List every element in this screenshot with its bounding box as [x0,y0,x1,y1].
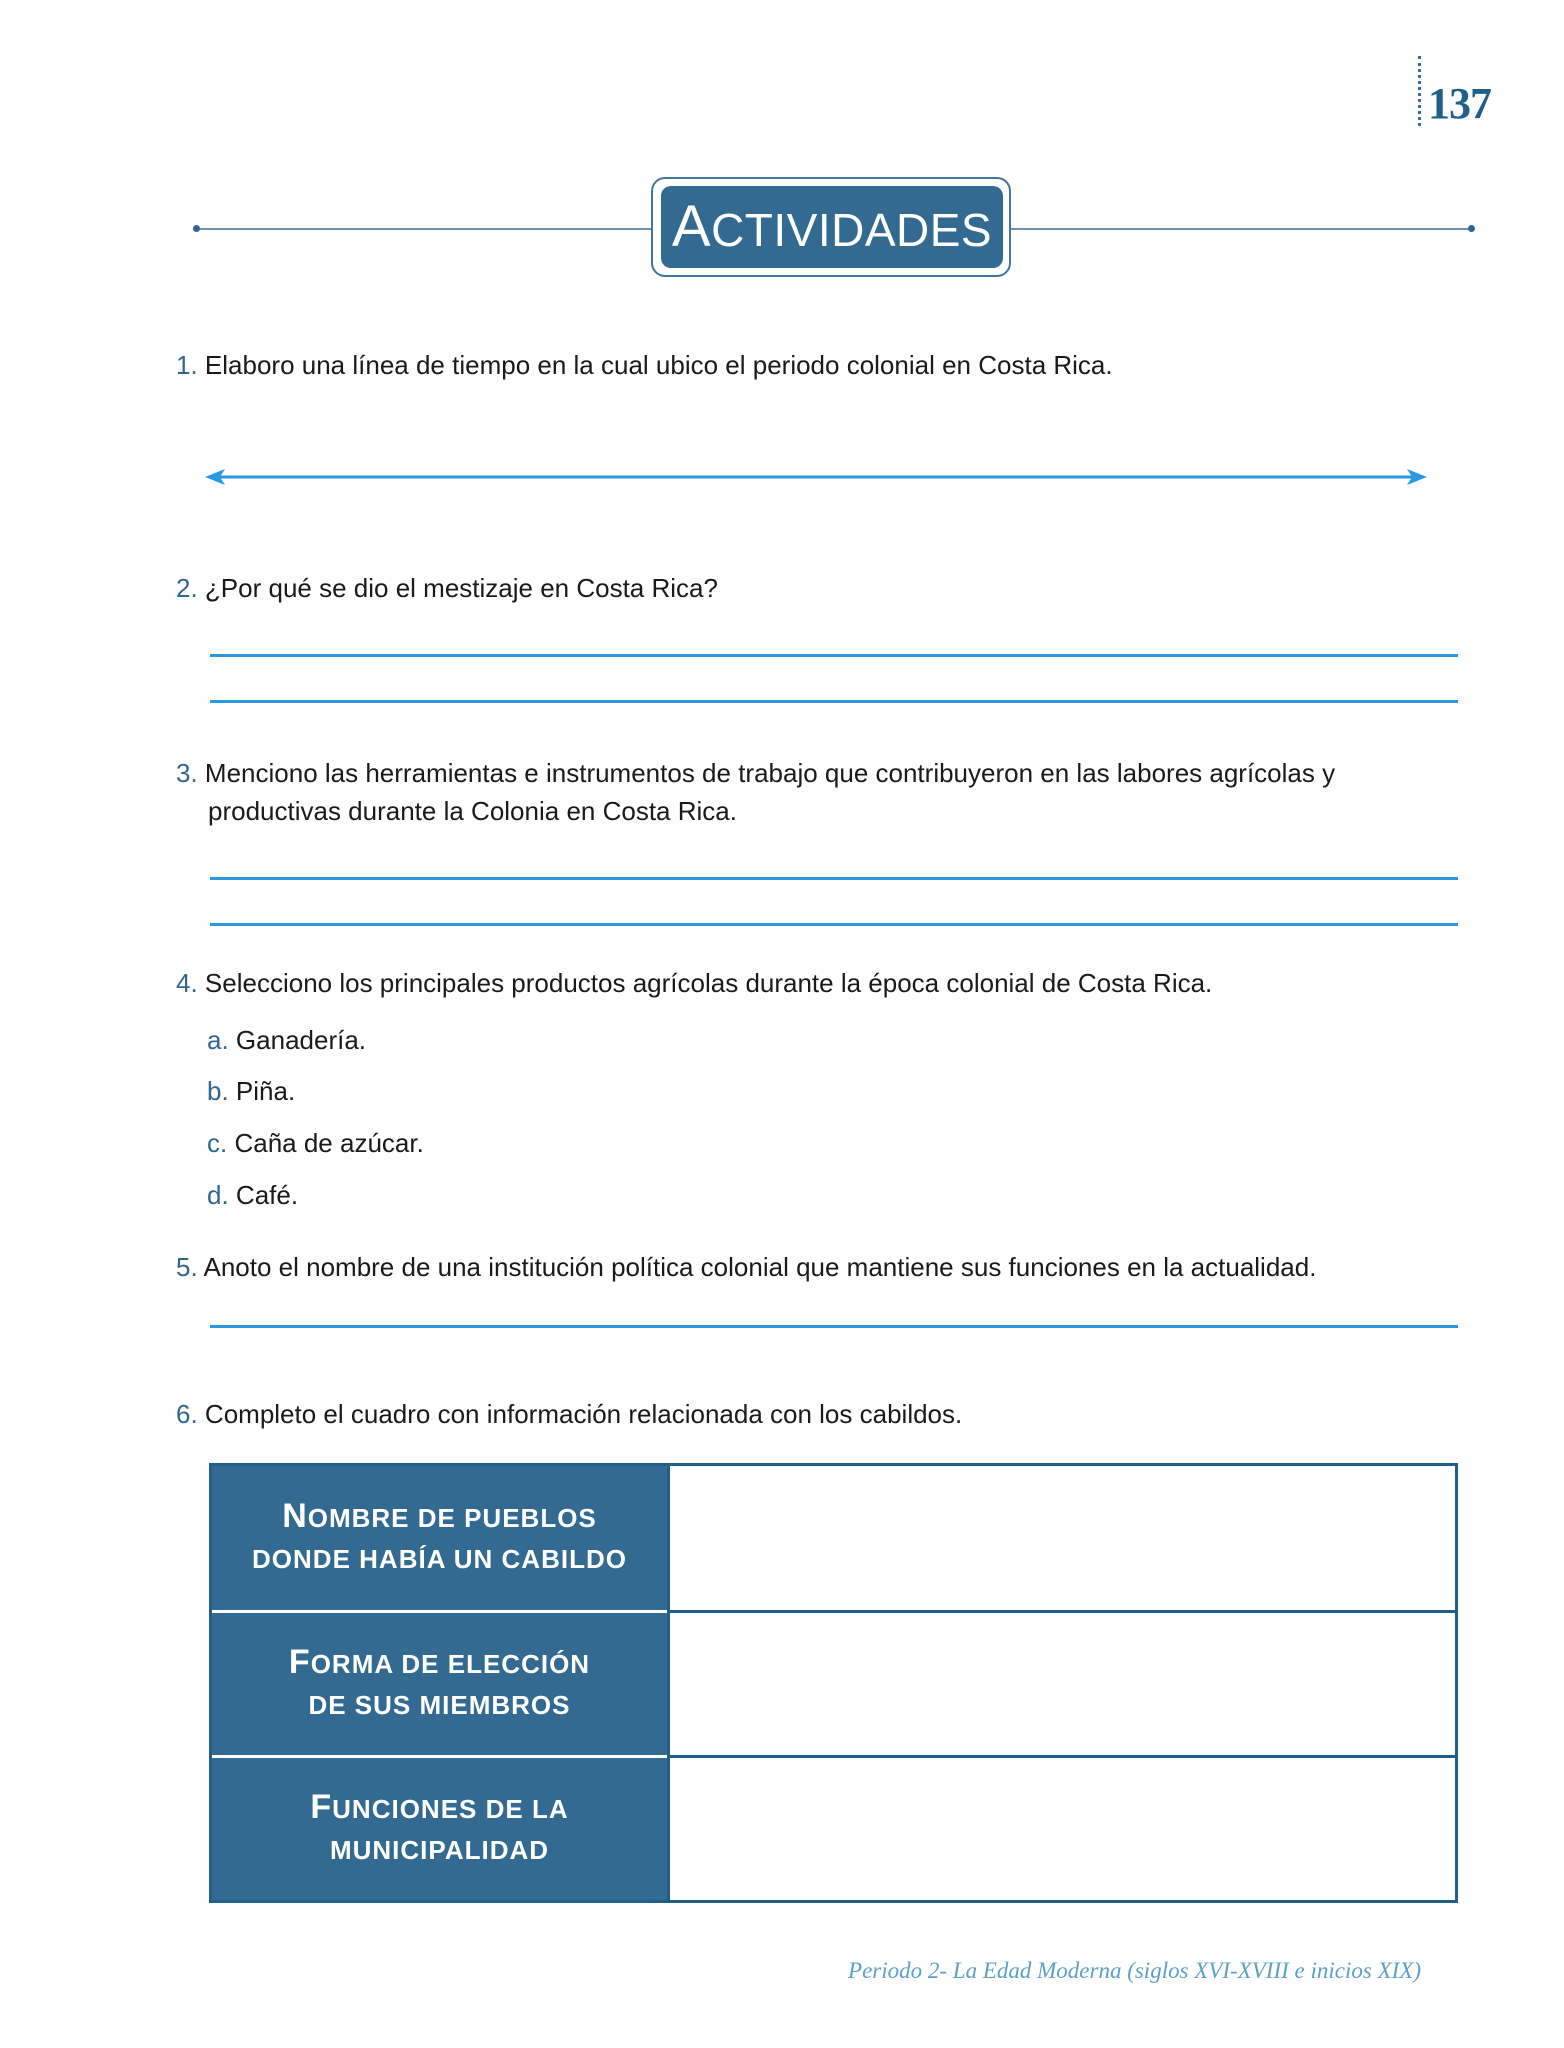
page-number: 137 [1428,79,1491,128]
table-row [212,1466,1455,1610]
section-title-rest: CTIVIDADES [711,204,993,256]
option-c[interactable] [207,1124,424,1162]
answer-line[interactable] [210,654,1458,657]
question-number: 3. [176,758,198,788]
question-3 [176,754,1335,792]
question-number: 6. [176,1399,198,1429]
row-header-line2: DE SUS MIEMBROS [308,1690,571,1720]
answer-cell[interactable] [670,1466,1455,1610]
question-3-continued [208,792,737,830]
option-d[interactable] [207,1176,298,1214]
question-1 [176,346,1113,384]
question-2 [176,569,718,607]
row-header [212,1613,667,1755]
option-text: Ganadería. [235,1025,367,1055]
page-footer: Periodo 2- La Edad Moderna (siglos XVI-XVIII e inicios XIX) [848,1958,1421,1983]
answer-line[interactable] [210,700,1458,703]
question-text: ¿Por qué se dio el mestizaje en Costa Rica? [204,573,718,603]
row-header-line2: MUNICIPALIDAD [329,1835,550,1865]
table-row [212,1613,1455,1755]
page-number-divider [1418,56,1421,126]
option-text: Café. [235,1180,299,1210]
question-number: 5. [176,1252,198,1282]
header-rule-left-dot [193,225,200,232]
option-letter: d. [207,1180,229,1210]
question-5 [176,1248,1316,1286]
question-text: Anoto el nombre de una institución política colonial que mantiene sus funciones en la actualidad. [203,1252,1317,1282]
row-header-initial: F [310,1788,333,1826]
row-header [212,1466,667,1610]
row-header-initial: F [288,1643,311,1681]
cabildos-table [209,1463,1458,1903]
answer-line[interactable] [210,877,1458,880]
timeline-arrow[interactable] [205,466,1427,488]
row-header [212,1758,667,1900]
question-text: Selecciono los principales productos agrícolas durante la época colonial de Costa Rica. [204,968,1213,998]
row-header-line1: OMBRE DE PUEBLOS [307,1503,597,1533]
header-rule-right-dot [1468,225,1475,232]
question-text-line2: productivas durante la Colonia en Costa Rica. [208,796,737,826]
question-text: Elaboro una línea de tiempo en la cual ubico el periodo colonial en Costa Rica. [204,350,1113,380]
option-a[interactable] [207,1021,366,1059]
question-number: 1. [176,350,198,380]
question-text: Completo el cuadro con información relacionada con los cabildos. [204,1399,963,1429]
table-row [212,1758,1455,1900]
question-4 [176,964,1212,1002]
answer-line[interactable] [210,923,1458,926]
answer-cell[interactable] [670,1613,1455,1755]
option-text: Piña. [235,1076,296,1106]
row-header-initial: N [282,1497,308,1535]
option-text: Caña de azúcar. [234,1128,424,1158]
question-text-line1: Menciono las herramientas e instrumentos de trabajo que contribuyeron en las labores agrícolas y [204,758,1336,788]
section-title-initial: A [671,194,712,259]
row-header-line1: UNCIONES DE LA [332,1794,569,1824]
section-title [661,186,1003,268]
question-number: 4. [176,968,198,998]
question-number: 2. [176,573,198,603]
option-letter: a. [207,1025,229,1055]
answer-line[interactable] [210,1325,1458,1328]
answer-cell[interactable] [670,1758,1455,1900]
option-b[interactable] [207,1072,295,1110]
column-divider [667,1466,670,1900]
row-header-line2: DONDE HABÍA UN CABILDO [252,1544,627,1574]
option-letter: c. [207,1128,228,1158]
option-letter: b. [207,1076,229,1106]
row-header-line1: ORMA DE ELECCIÓN [310,1649,591,1679]
question-6 [176,1395,962,1433]
